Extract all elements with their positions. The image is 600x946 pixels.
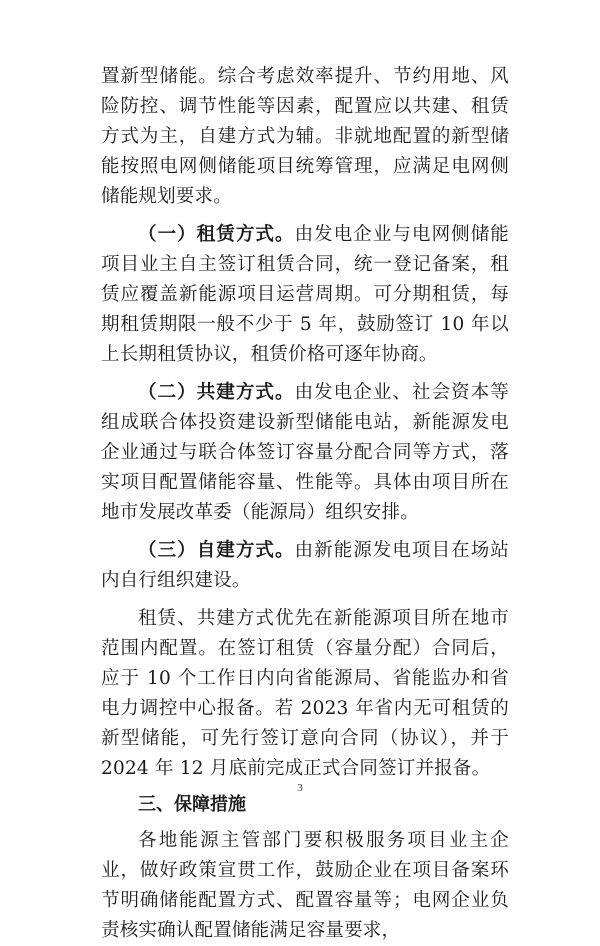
page-body [101, 62, 509, 946]
list-item-label: （二）共建方式。 [138, 382, 295, 403]
paragraph-continuation: 置新型储能。综合考虑效率提升、节约用地、风险防控、调节性能等因素，配置应以共建、租赁方式为主，自建方式为辅。非就地配置的新型储能按照电网侧储能项目统筹管理，应满足电网侧储能规划要求。 [101, 66, 509, 207]
list-item-text: 由新能源发电项目在场站内自行组织建设。 [101, 540, 509, 591]
paragraph-safeguards: 各地能源主管部门要积极服务项目业主企业，做好政策宣贯工作，鼓励企业在项目备案环节明确储能配置方式、配置容量等；电网企业负责核实确认配置储能满足容量要求， [101, 830, 509, 941]
paragraph-filing-requirements: 租赁、共建方式优先在新能源项目所在地市范围内配置。在签订租赁（容量分配）合同后，应于 10 个工作日内向省能源局、省能监办和省电力调控中心报备。若 2023 年省内无可租赁的新型储能，可先行签订意向合同（协议），并于 2024 年 12 月底前完成正式合同签订并报备。 [101, 608, 509, 779]
list-item-text: 由发电企业与电网侧储能项目业主自主签订租赁合同，统一登记备案，租赁应覆盖新能源项目运营周期。可分期租赁，每期租赁期限一般不少于 5 年，鼓励签订 10 年以上长期租赁协议，租赁价格可逐年协商。 [101, 224, 509, 365]
list-item-text: 由发电企业、社会资本等组成联合体投资建设新型储能电站，新能源发电企业通过与联合体签订容量分配合同等方式，落实项目配置储能容量、性能等。具体由项目所在地市发展改革委（能源局）组织安排。 [101, 382, 509, 523]
list-item-label: （三）自建方式。 [138, 540, 295, 561]
list-item-joint-construction [101, 378, 509, 528]
list-item-self-construction [101, 536, 509, 596]
list-item-leasing [101, 220, 509, 370]
list-item-label: （一）租赁方式。 [138, 224, 295, 245]
page-number: 3 [297, 782, 303, 794]
section-heading: 三、保障措施 [138, 794, 246, 815]
